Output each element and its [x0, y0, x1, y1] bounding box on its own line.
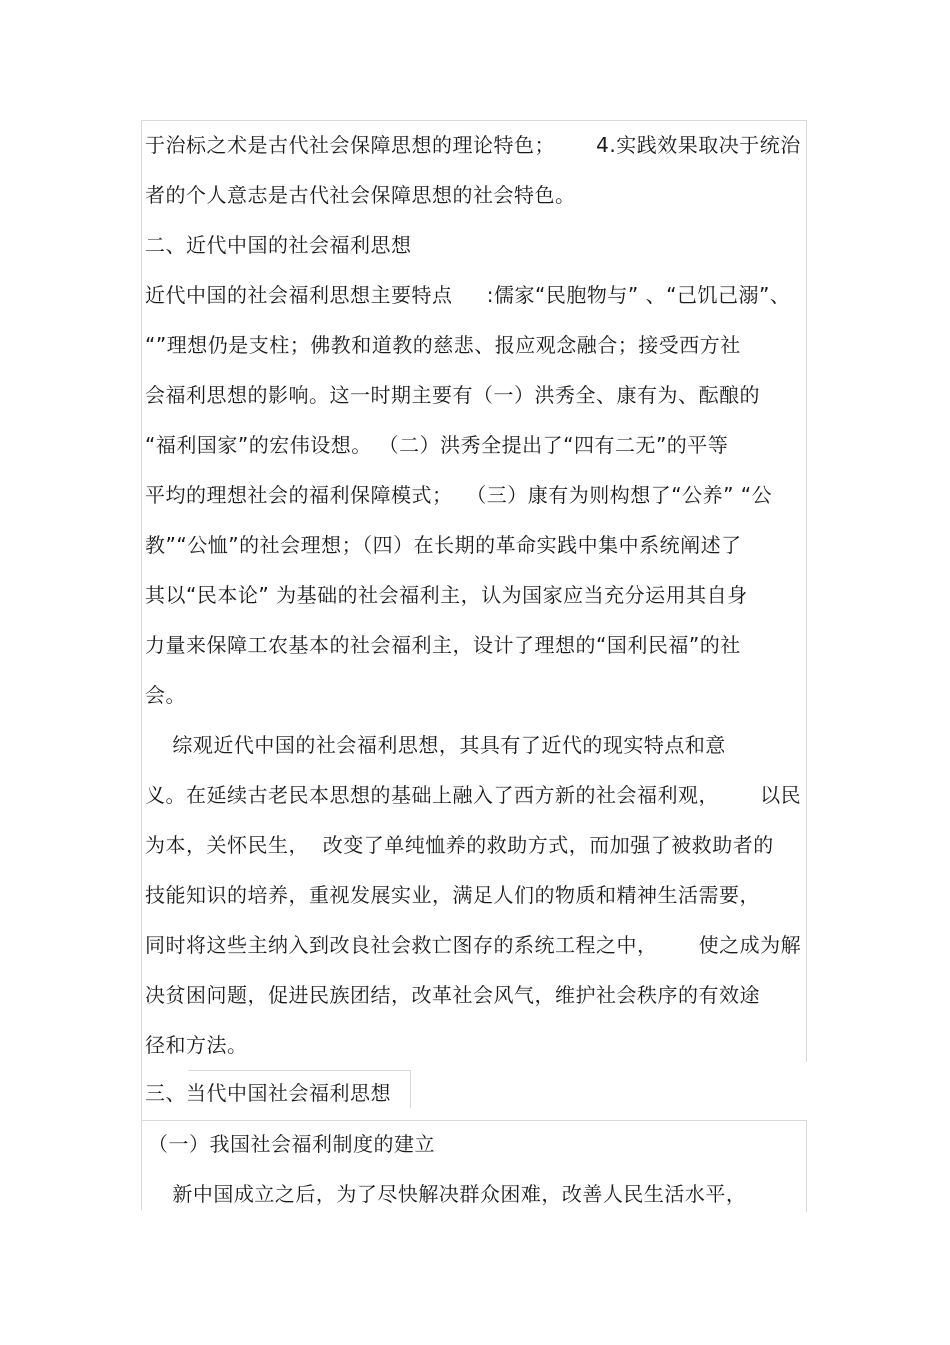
paragraph-line: 为本，关怀民生， 改变了单纯恤养的救助方式，而加强了被救助者的: [145, 833, 774, 857]
paragraph-line: 于治标之术是古代社会保障思想的理论特色； 4.实践效果取决于统治: [145, 133, 801, 157]
frame-heading-box-right: [410, 1070, 411, 1108]
subsection-heading: （一）我国社会福利制度的建立: [148, 1132, 435, 1156]
paragraph-line: 同时将这些主纳入到改良社会救亡图存的系统工程之中， 使之成为解: [145, 933, 802, 957]
frame-top-border: [141, 120, 806, 121]
paragraph-line: 平均的理想社会的福利保障模式； （三）康有为则构想了“公养” “公: [145, 483, 773, 507]
paragraph-line: “”理想仍是支柱；佛教和道教的慈悲、报应观念融合；接受西方社: [145, 333, 741, 357]
paragraph-line: 决贫困问题，促进民族团结，改革社会风气，维护社会秩序的有效途: [145, 983, 760, 1007]
paragraph-line: 义。在延续古老民本思想的基础上融入了西方新的社会福利观， 以民: [145, 783, 802, 807]
paragraph-line: 综观近代中国的社会福利思想，其具有了近代的现实特点和意: [145, 733, 726, 757]
paragraph-line: 径和方法。: [145, 1033, 248, 1057]
paragraph-line: 技能知识的培养，重视发展实业，满足人们的物质和精神生活需要，: [145, 883, 760, 907]
paragraph-line: 者的个人意志是古代社会保障思想的社会特色。: [145, 183, 576, 207]
paragraph-line: 力量来保障工农基本的社会福利主，设计了理想的“国利民福”的社: [145, 633, 741, 657]
paragraph-line: 其以“民本论” 为基础的社会福利主，认为国家应当充分运用其自身: [145, 583, 748, 607]
frame-left-border: [141, 120, 142, 1210]
section-heading: 三、当代中国社会福利思想: [145, 1081, 391, 1105]
frame-lower-box-right: [806, 1120, 807, 1212]
frame-right-border: [806, 120, 807, 1062]
paragraph-line: 会福利思想的影响。这一时期主要有（一）洪秀全、康有为、酝酿的: [145, 383, 760, 407]
paragraph-line: 近代中国的社会福利思想主要特点 :儒家“民胞物与” 、“己饥己溺”、: [145, 283, 791, 307]
paragraph-line: “福利国家”的宏伟设想。 （二）洪秀全提出了“四有二无”的平等: [145, 433, 729, 457]
paragraph-line: 新中国成立之后，为了尽快解决群众困难，改善人民生活水平，: [145, 1182, 747, 1206]
frame-lower-box-top: [141, 1120, 806, 1121]
section-heading: 二、近代中国的社会福利思想: [145, 233, 412, 257]
paragraph-line: 教”“公恤”的社会理想；（四）在长期的革命实践中集中系统阐述了: [145, 533, 742, 557]
paragraph-line: 会。: [145, 683, 186, 707]
frame-heading-box-top: [188, 1070, 410, 1071]
